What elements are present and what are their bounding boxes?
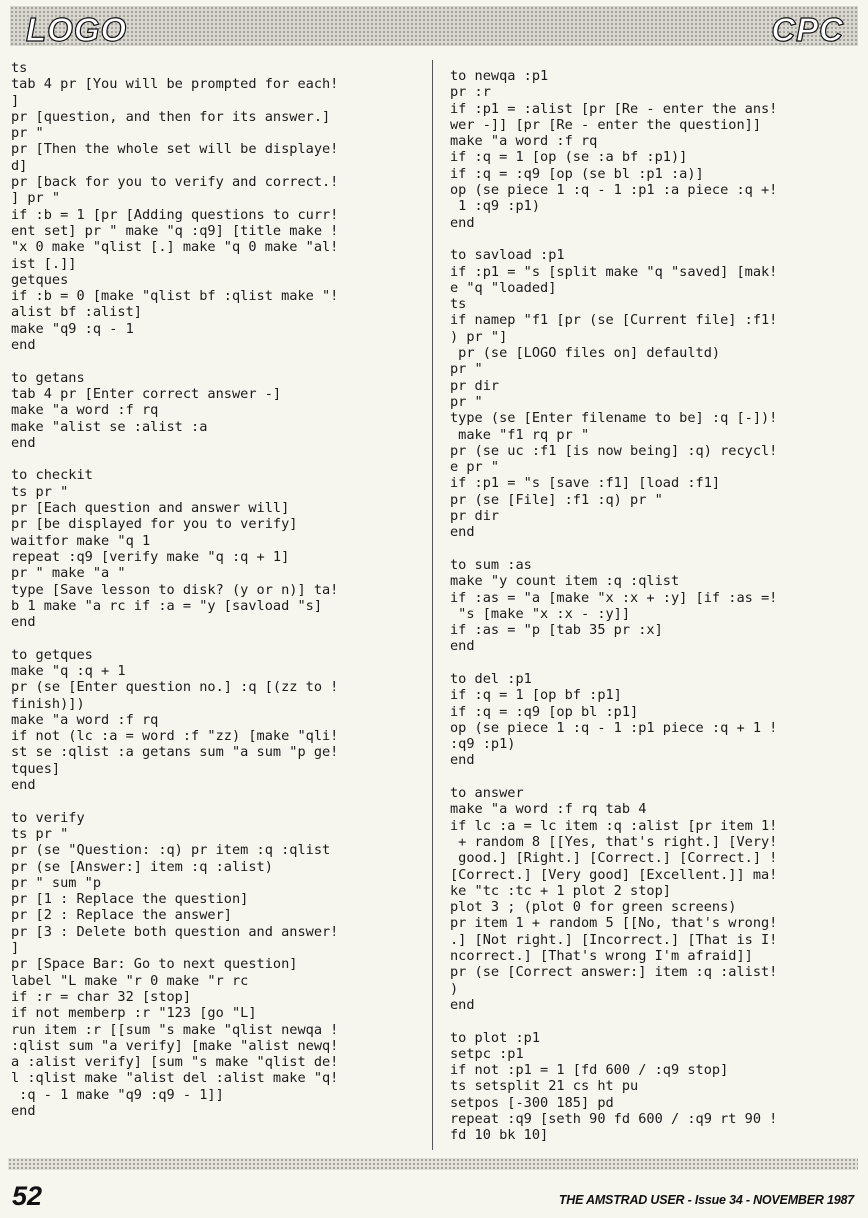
page-number: 52 — [12, 1181, 43, 1211]
header-band — [10, 6, 858, 46]
publication-footer: THE AMSTRAD USER - Issue 34 - NOVEMBER 1987 — [558, 1193, 854, 1207]
section-title-cpc: CPC — [771, 11, 844, 48]
column-divider — [432, 60, 433, 1150]
code-listing-left-column: ts tab 4 pr [You will be prompted for each! ] pr [question, and then for its answer.] pr " pr [Then the whole set will be displaye! d] pr [back for you to verify and correct.! ] pr " if :b = 1 [pr [Adding questions to curr! ent set] pr " make "q :q9] [title make ! "x 0 make "qlist [.] make "q 0 make "al! ist [.]] getques if :b = 0 [make "qlist bf :qlist make "! alist bf :alist] make "q9 :q - 1 end to getans tab 4 pr [Enter correct answer -] make "a word :f rq make "alist se :alist :a end to checkit ts pr " pr [Each question and answer will] pr [be displayed for you to verify] waitfor make "q 1 repeat :q9 [verify make "q :q + 1] pr " make "a " type [Save lesson to disk? (y or n)] ta! b 1 make "a rc if :a = "y [savload "s] end to getques make "q :q + 1 pr (se [Enter question no.] :q [(zz to ! finish)]) make "a word :f rq if not (lc :a = word :f "zz) [make "qli! st se :qlist :a getans sum "a sum "p ge! tques] end to verify ts pr " pr (se "Question: :q) pr item :q :qlist pr (se [Answer:] item :q :alist) pr " sum "p pr [1 : Replace the question] pr [2 : Replace the answer] pr [3 : Delete both question and answer! ] pr [Space Bar: Go to next question] label "L make "r 0 make "r rc if :r = char 32 [stop] if not memberp :r "123 [go "L] run item :r [[sum "s make "qlist newqa ! :qlist sum "a verify] [make "alist newq! a :alist verify] [sum "s make "qlist de! l :qlist make "alist del :alist make "q! :q - 1 make "q9 :q9 - 1]] end — [11, 60, 339, 1119]
footer-band — [8, 1158, 858, 1170]
section-title-logo: LOGO — [26, 11, 128, 48]
code-listing-right-column: to newqa :p1 pr :r if :p1 = :alist [pr [Re - enter the ans! wer -]] [pr [Re - enter the question]] make "a word :f rq if :q = 1 [op (se :a bf :p1)] if :q = :q9 [op (se bl :p1 :a)] op (se piece 1 :q - 1 :p1 :a piece :q +! 1 :q9 :p1) end to savload :p1 if :p1 = "s [split make "q "saved] [mak! e "q "loaded] ts if namep "f1 [pr (se [Current file] :f1! ) pr "] pr (se [LOGO files on] defaultd) pr " pr dir pr " type (se [Enter filename to be] :q [-])! make "f1 rq pr " pr (se uc :f1 [is now being] :q) recycl! e pr " if :p1 = "s [save :f1] [load :f1] pr (se [File] :f1 :q) pr " pr dir end to sum :as make "y count item :q :qlist if :as = "a [make "x :x + :y] [if :as =! "s [make "x :x - :y]] if :as = "p [tab 35 pr :x] end to del :p1 if :q = 1 [op bf :p1] if :q = :q9 [op bl :p1] op (se piece 1 :q - 1 :p1 piece :q + 1 ! :q9 :p1) end to answer make "a word :f rq tab 4 if lc :a = lc item :q :alist [pr item 1! + random 8 [[Yes, that's right.] [Very! good.] [Right.] [Correct.] [Correct.] ! [Correct.] [Very good] [Excellent.]] ma! ke "tc :tc + 1 plot 2 stop] plot 3 ; (plot 0 for green screens) pr item 1 + random 5 [[No, that's wrong! .] [Not right.] [Incorrect.] [That is I! ncorrect.] [That's wrong I'm afraid]] pr (se [Correct answer:] item :q :alist! ) end to plot :p1 setpc :p1 if not :p1 = 1 [fd 600 / :q9 stop] ts setsplit 21 cs ht pu setpos [-300 185] pd repeat :q9 [seth 90 fd 600 / :q9 rt 90 ! fd 10 bk 10] — [450, 68, 778, 1144]
